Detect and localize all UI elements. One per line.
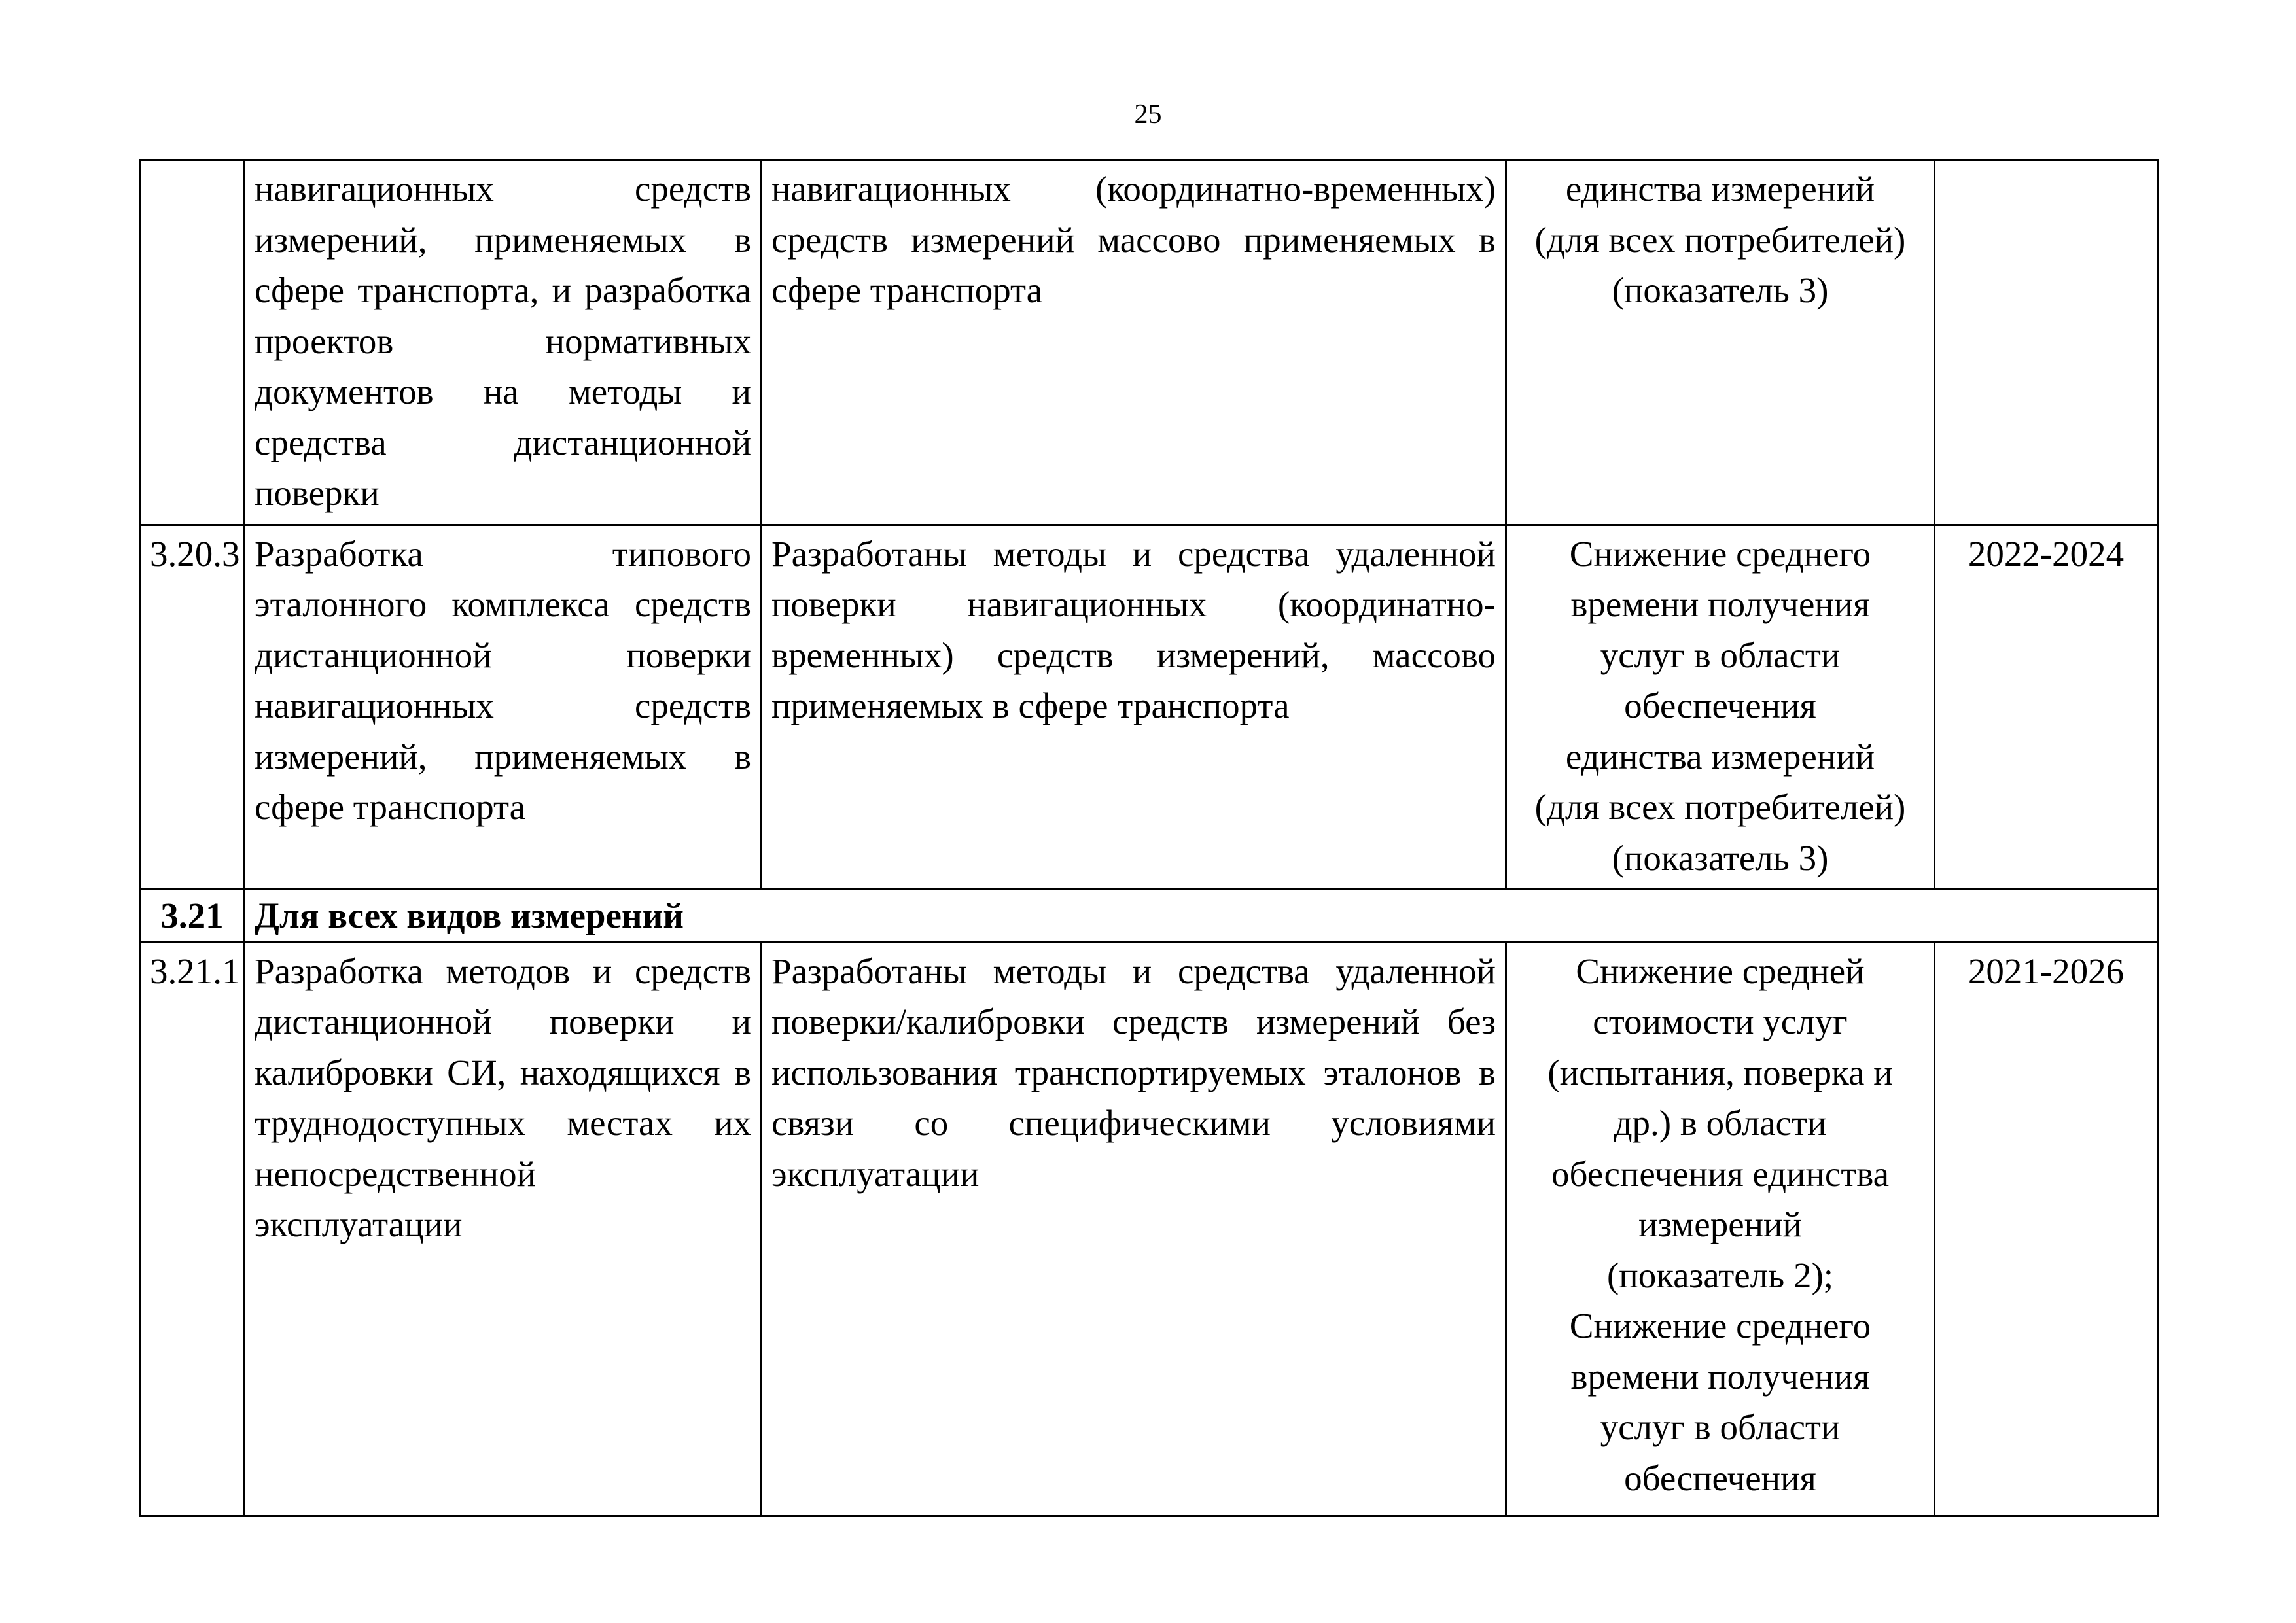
result-cell xyxy=(1506,525,1935,890)
task-cell: Разработка типового эталонного комплекса средств дистанционной поверки навигационных средств измерений, применяемых в сфере транспорта xyxy=(245,525,762,890)
result-line: услуг в области xyxy=(1600,635,1841,675)
result-line: обеспечения xyxy=(1624,1457,1816,1498)
row-number-cell xyxy=(140,160,245,525)
result-line: др.) в области xyxy=(1614,1103,1827,1143)
result-line: единства измерений xyxy=(1565,736,1875,777)
period-cell xyxy=(1935,160,2158,525)
task-cell: Разработка методов и средств дистанционной поверки и калибровки СИ, находящихся в труднодоступных местах их непосредственной эксплуатации xyxy=(245,942,762,1516)
row-number-cell: 3.21.1 xyxy=(140,942,245,1516)
outcome-cell: навигационных (координатно-временных) средств измерений массово применяемых в сфере транспорта xyxy=(762,160,1506,525)
result-line: услуг в области xyxy=(1600,1407,1841,1447)
result-line: (для всех потребителей) xyxy=(1534,219,1906,260)
row-number-cell: 3.20.3 xyxy=(140,525,245,890)
period-cell: 2022-2024 xyxy=(1935,525,2158,890)
result-cell xyxy=(1506,942,1935,1516)
period-cell: 2021-2026 xyxy=(1935,942,2158,1516)
table-row xyxy=(140,525,2158,890)
page-number: 25 xyxy=(1134,99,1162,130)
plan-table xyxy=(139,159,2159,1517)
table-row xyxy=(140,160,2158,525)
section-title: Для всех видов измерений xyxy=(245,890,2158,943)
result-line: времени получения xyxy=(1570,584,1870,624)
result-line: (показатель 3) xyxy=(1612,837,1829,878)
result-line: стоимости услуг xyxy=(1593,1002,1848,1041)
result-line: (показатель 2); xyxy=(1606,1255,1834,1295)
result-cell xyxy=(1506,160,1935,525)
table-row xyxy=(140,942,2158,1516)
result-line: (показатель 3) xyxy=(1612,270,1829,310)
task-cell: навигационных средств измерений, применяемых в сфере транспорта, и разработка проектов нормативных документов на методы и средства дистанционной поверки xyxy=(245,160,762,525)
result-line: Снижение среднего xyxy=(1569,1306,1871,1346)
result-line: измерений xyxy=(1638,1204,1802,1244)
result-line: обеспечения xyxy=(1624,686,1816,725)
result-line: времени получения xyxy=(1570,1356,1870,1397)
outcome-cell: Разработаны методы и средства удаленной поверки навигационных (координатно-временных) средств измерений, массово применяемых в сфере транспорта xyxy=(762,525,1506,890)
result-line: единства измерений xyxy=(1565,169,1875,209)
section-number: 3.21 xyxy=(140,890,245,943)
result-line: (испытания, поверка и xyxy=(1547,1052,1893,1092)
result-line: обеспечения единства xyxy=(1551,1153,1890,1194)
result-line: Снижение средней xyxy=(1576,951,1865,991)
section-header-row xyxy=(140,890,2158,943)
result-line: (для всех потребителей) xyxy=(1534,787,1906,827)
outcome-cell: Разработаны методы и средства удаленной поверки/калибровки средств измерений без использования транспортируемых эталонов в связи со специфическими условиями эксплуатации xyxy=(762,942,1506,1516)
result-line: Снижение среднего xyxy=(1569,533,1871,574)
